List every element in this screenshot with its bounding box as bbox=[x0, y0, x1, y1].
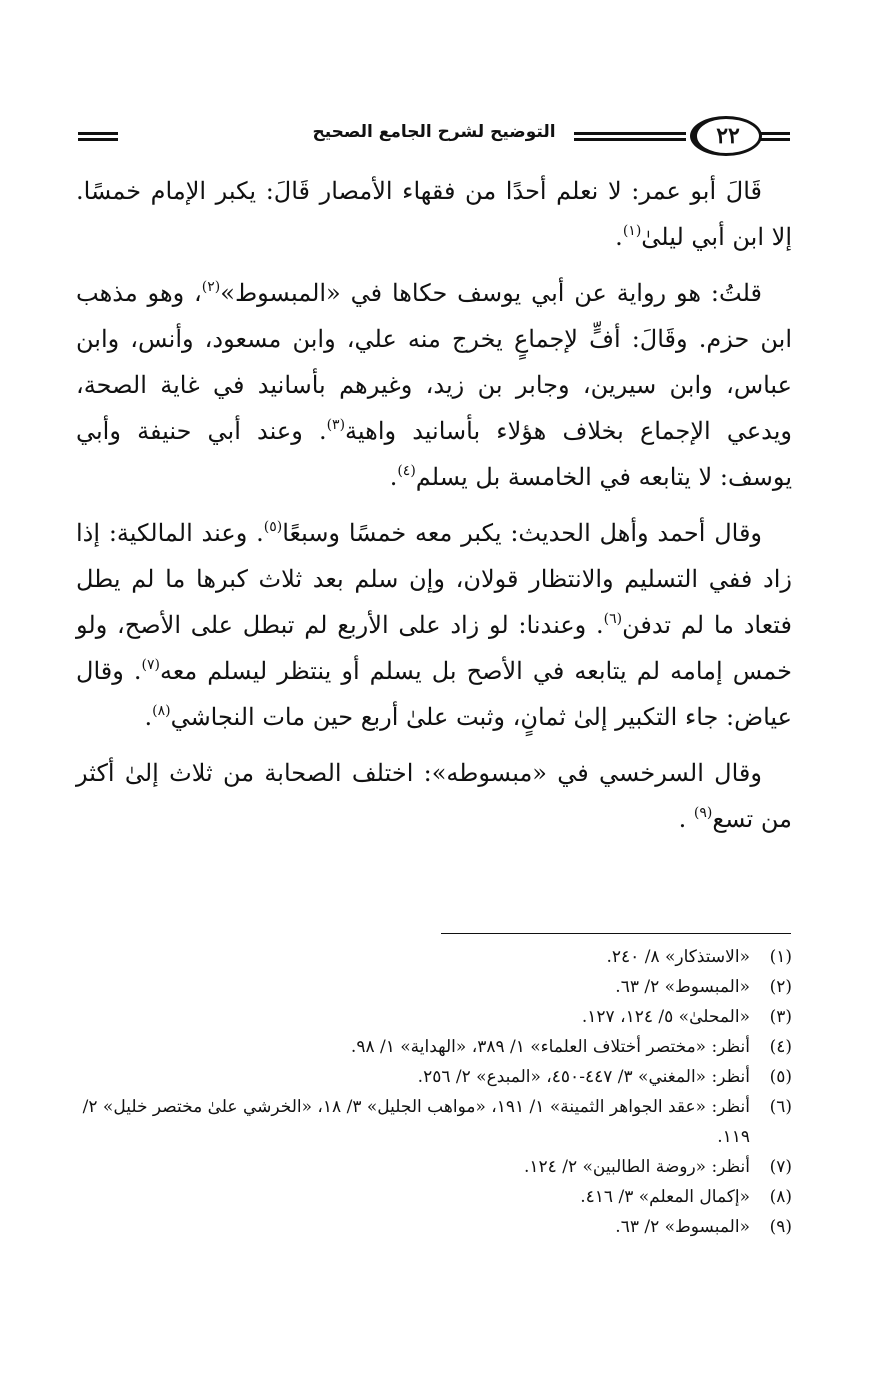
footnote-text: أنظر: «مختصر أختلاف العلماء» ١/ ٣٨٩، «الهداية» ١/ ٩٨. bbox=[350, 1037, 750, 1057]
footnote-number: (٥) bbox=[769, 1067, 792, 1087]
running-title: التوضيح لشرح الجامع الصحيح bbox=[312, 122, 556, 142]
footnote-marker: (٣) bbox=[326, 417, 346, 433]
paragraph-text: . bbox=[678, 805, 694, 833]
footnote-text: «المبسوط» ٢/ ٦٣. bbox=[615, 1217, 750, 1237]
footnote-text: «إكمال المعلم» ٣/ ٤١٦. bbox=[580, 1187, 750, 1207]
footnote-text: أنظر: «عقد الجواهر الثمينة» ١/ ١٩١، «مواهب الجليل» ٣/ ١٨، «الخرشي علىٰ مختصر خليل» ٢/ ١١٩. bbox=[82, 1097, 750, 1147]
footnote-item bbox=[76, 1182, 792, 1212]
footnote-number: (١) bbox=[769, 947, 792, 967]
paragraph-text: قَالَ أبو عمر: لا نعلم أحدًا من فقهاء الأمصار قَالَ: يكبر الإمام خمسًا. إلا ابن أبي ليلىٰ bbox=[76, 177, 792, 251]
footnote-separator bbox=[441, 933, 791, 934]
footnote-marker: (٨) bbox=[152, 703, 171, 719]
footnotes-list bbox=[76, 942, 792, 1242]
footnote-text: أنظر: «المغني» ٣/ ٤٤٧-٤٥٠، «المبدع» ٢/ ٢٥٦. bbox=[417, 1067, 750, 1087]
paragraph-text: . bbox=[144, 703, 153, 731]
footnote-item bbox=[76, 1092, 792, 1152]
paragraph-text: ، وهو مذهب ابن حزم. وقَالَ: أفٍّ لإجماعٍ يخرج منه علي، وابن مسعود، وأنس، وابن عباس، وابن سيرين، وجابر بن زيد، وغيرهم بأسانيد في غاية الصحة، ويدعي الإجماع بخلاف هؤلاء بأسانيد واهية bbox=[76, 279, 793, 445]
header-rule-left bbox=[78, 132, 118, 141]
footnote-marker: (٥) bbox=[263, 519, 283, 535]
footnote-marker: (٤) bbox=[397, 463, 416, 479]
paragraph-text: . bbox=[615, 223, 623, 251]
page-number: ٢٢ bbox=[690, 116, 762, 156]
footnote-text: «المبسوط» ٢/ ٦٣. bbox=[615, 977, 750, 997]
footnote-marker: (٢) bbox=[201, 279, 221, 295]
paragraph-text: وقال أحمد وأهل الحديث: يكبر معه خمسًا وسبعًا bbox=[282, 519, 763, 547]
footnote-number: (٤) bbox=[769, 1037, 792, 1057]
body-paragraph bbox=[76, 510, 792, 740]
footnote-number: (٩) bbox=[769, 1217, 792, 1237]
paragraph-text: قلتُ: هو رواية عن أبي يوسف حكاها في «المبسوط» bbox=[220, 279, 762, 307]
footnote-item bbox=[76, 1032, 792, 1062]
footnote-number: (٨) bbox=[769, 1187, 792, 1207]
footnote-marker: (٦) bbox=[603, 611, 623, 627]
footnote-item bbox=[76, 942, 792, 972]
body-paragraph bbox=[76, 168, 792, 260]
body-paragraph bbox=[76, 750, 792, 842]
footnote-text: «المحلىٰ» ٥/ ١٢٤، ١٢٧. bbox=[581, 1007, 750, 1027]
page-header bbox=[78, 114, 790, 162]
footnote-item bbox=[76, 972, 792, 1002]
main-text bbox=[76, 168, 792, 852]
page-number-ornament bbox=[682, 114, 790, 162]
footnote-text: أنظر: «روضة الطالبين» ٢/ ١٢٤. bbox=[524, 1157, 750, 1177]
paragraph-text: . وقال عياض: جاء التكبير إلىٰ ثمانٍ، وثبت علىٰ أربع حين مات النجاشي bbox=[76, 657, 792, 731]
paragraph-text: . bbox=[389, 463, 398, 491]
footnote-item bbox=[76, 1152, 792, 1182]
paragraph-text: وقال السرخسي في «مبسوطه»: اختلف الصحابة من ثلاث إلىٰ أكثر من تسع bbox=[76, 759, 792, 833]
footnote-item bbox=[76, 1212, 792, 1242]
footnote-marker: (٩) bbox=[693, 805, 713, 821]
footnote-text: «الاستذكار» ٨/ ٢٤٠. bbox=[606, 947, 750, 967]
footnote-marker: (١) bbox=[622, 223, 642, 239]
footnote-number: (٧) bbox=[769, 1157, 792, 1177]
footnote-number: (٢) bbox=[769, 977, 792, 997]
body-paragraph bbox=[76, 270, 792, 500]
header-rule-right bbox=[574, 132, 686, 141]
footnote-number: (٦) bbox=[769, 1097, 792, 1117]
footnote-marker: (٧) bbox=[141, 657, 160, 673]
footnote-item bbox=[76, 1002, 792, 1032]
paragraph-text: . وعند المالكية: إذا زاد ففي التسليم والانتظار قولان، وإن سلم بعد ثلاث كبرها ما لم يطل فتعاد ما لم تدفن bbox=[76, 519, 793, 639]
footnote-number: (٣) bbox=[769, 1007, 792, 1027]
footnote-item bbox=[76, 1062, 792, 1092]
paragraph-text: . وعندنا: لو زاد على الأربع لم تبطل على الأصح، ولو خمس إمامه لم يتابعه في الأصح بل يسلم أو ينتظر ليسلم معه bbox=[76, 611, 792, 685]
paragraph-text: . وعند أبي حنيفة وأبي يوسف: لا يتابعه في الخامسة بل يسلم bbox=[76, 417, 792, 491]
